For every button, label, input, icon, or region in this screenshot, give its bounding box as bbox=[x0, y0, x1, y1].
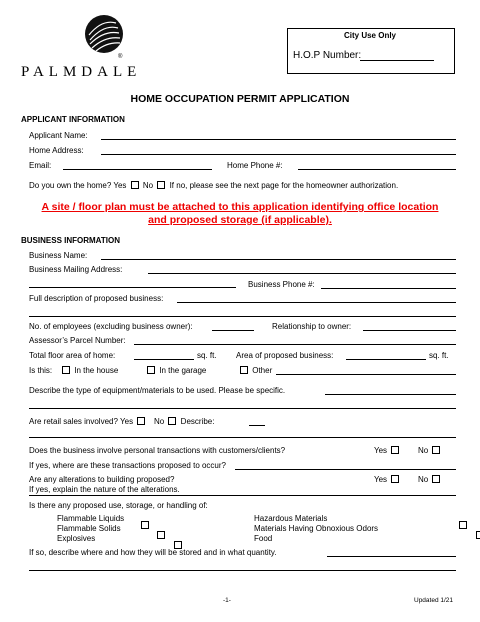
page-title: HOME OCCUPATION PERMIT APPLICATION bbox=[130, 93, 350, 105]
parcel-label: Assessor’s Parcel Number: bbox=[29, 336, 126, 345]
description-field-2[interactable] bbox=[29, 316, 456, 317]
home-phone-label: Home Phone #: bbox=[227, 161, 283, 170]
personal-no-option bbox=[418, 446, 442, 456]
retail-no-label: No bbox=[153, 417, 165, 426]
email-label: Email: bbox=[29, 161, 52, 170]
own-home-label: Do you own the home? Yes bbox=[29, 181, 127, 190]
if-so-label: If so, describe where and how they will be stored and in what quantity. bbox=[29, 548, 277, 557]
floor-area-field[interactable] bbox=[134, 359, 194, 360]
material-hazardous: Hazardous Materials bbox=[254, 514, 328, 523]
storage-label: Is there any proposed use, storage, or handling of: bbox=[29, 501, 208, 510]
retail-yes-checkbox[interactable] bbox=[137, 417, 145, 425]
business-name-label: Business Name: bbox=[29, 251, 88, 260]
alterations-label: Are any alterations to building proposed? bbox=[29, 475, 175, 484]
personal-yes-label: Yes bbox=[374, 446, 388, 455]
retail-describe-label: Describe: bbox=[180, 417, 215, 426]
floor-area-label: Total floor area of home: bbox=[29, 351, 116, 360]
description-label: Full description of proposed business: bbox=[29, 294, 164, 303]
personal-transactions-label: Does the business involve personal transactions with customers/clients? bbox=[29, 446, 286, 455]
applicant-heading: APPLICANT INFORMATION bbox=[21, 115, 125, 124]
other-option bbox=[238, 366, 272, 376]
in-garage-option bbox=[145, 366, 206, 376]
alter-no-label: No bbox=[418, 475, 429, 484]
equipment-label: Describe the type of equipment/materials to be used. Please be specific. bbox=[29, 386, 286, 395]
alter-no-option bbox=[418, 475, 442, 485]
home-address-label: Home Address: bbox=[29, 146, 84, 155]
if-so-field-2[interactable] bbox=[29, 570, 456, 571]
personal-no-label: No bbox=[418, 446, 429, 455]
retail-describe-field-2[interactable] bbox=[29, 437, 456, 438]
material-flammable-solids: Flammable Solids bbox=[57, 524, 121, 533]
own-yes-checkbox[interactable] bbox=[131, 181, 139, 189]
own-home-row bbox=[29, 181, 398, 191]
alter-no-checkbox[interactable] bbox=[432, 475, 440, 483]
email-field[interactable] bbox=[63, 169, 212, 170]
is-this-label: Is this: bbox=[29, 366, 53, 375]
alter-yes-option bbox=[374, 475, 401, 485]
in-house-checkbox[interactable] bbox=[62, 366, 70, 374]
material-flammable-liquids: Flammable Liquids bbox=[57, 514, 125, 523]
mailing-address-field[interactable] bbox=[148, 273, 456, 274]
personal-yes-option bbox=[374, 446, 401, 456]
business-phone-field[interactable] bbox=[321, 288, 456, 289]
floor-area-unit: sq. ft. bbox=[197, 351, 217, 360]
logo-emblem-icon bbox=[84, 14, 124, 54]
site-plan-notice-line2: and proposed storage (if applicable). bbox=[148, 214, 332, 226]
relationship-field[interactable] bbox=[363, 330, 456, 331]
alter-yes-checkbox[interactable] bbox=[391, 475, 399, 483]
applicant-name-label: Applicant Name: bbox=[29, 131, 88, 140]
if-so-field[interactable] bbox=[327, 556, 456, 557]
applicant-name-field[interactable] bbox=[101, 139, 456, 140]
description-field[interactable] bbox=[177, 302, 456, 303]
logo-text: PALMDALE bbox=[21, 64, 142, 80]
in-garage-checkbox[interactable] bbox=[147, 366, 155, 374]
retail-describe-field[interactable] bbox=[249, 425, 265, 426]
equipment-field-2[interactable] bbox=[29, 408, 456, 409]
home-phone-field[interactable] bbox=[298, 169, 456, 170]
home-address-field[interactable] bbox=[101, 154, 456, 155]
personal-yes-checkbox[interactable] bbox=[391, 446, 399, 454]
updated-date: Updated 1/21 bbox=[414, 597, 454, 604]
other-checkbox[interactable] bbox=[240, 366, 248, 374]
flammable-liquids-checkbox[interactable] bbox=[141, 521, 149, 529]
site-plan-notice-line1: A site / floor plan must be attached to this application identifying office location bbox=[41, 201, 439, 213]
business-area-unit: sq. ft. bbox=[429, 351, 449, 360]
retail-no-checkbox[interactable] bbox=[168, 417, 176, 425]
in-house-option bbox=[60, 366, 118, 376]
logo-registered-mark: ® bbox=[118, 54, 123, 60]
business-name-field[interactable] bbox=[101, 259, 456, 260]
own-no-checkbox[interactable] bbox=[157, 181, 165, 189]
employees-label: No. of employees (excluding business owner): bbox=[29, 322, 193, 331]
equipment-field[interactable] bbox=[325, 394, 456, 395]
business-area-field[interactable] bbox=[346, 359, 426, 360]
hop-label: H.O.P Number: bbox=[293, 50, 362, 61]
alterations-explain-label: If yes, explain the nature of the alterations. bbox=[29, 485, 180, 494]
in-house-label: In the house bbox=[74, 366, 119, 375]
parcel-field[interactable] bbox=[134, 344, 456, 345]
other-label: Other bbox=[252, 366, 273, 375]
where-label: If yes, where are these transactions proposed to occur? bbox=[29, 461, 226, 470]
personal-no-checkbox[interactable] bbox=[432, 446, 440, 454]
own-note: If no, please see the next page for the homeowner authorization. bbox=[169, 181, 399, 190]
retail-label: Are retail sales involved? Yes bbox=[29, 417, 134, 426]
where-field[interactable] bbox=[235, 469, 456, 470]
page-number: -1- bbox=[223, 597, 231, 604]
obnoxious-odors-checkbox[interactable] bbox=[476, 531, 480, 539]
relationship-label: Relationship to owner: bbox=[272, 322, 352, 331]
business-phone-label: Business Phone #: bbox=[248, 280, 315, 289]
mailing-address-label: Business Mailing Address: bbox=[29, 265, 123, 274]
material-food: Food bbox=[254, 534, 273, 543]
hazardous-checkbox[interactable] bbox=[459, 521, 467, 529]
alterations-explain-field[interactable] bbox=[29, 495, 456, 496]
employees-field[interactable] bbox=[212, 330, 254, 331]
retail-row bbox=[29, 417, 214, 427]
business-area-label: Area of proposed business: bbox=[236, 351, 334, 360]
alter-yes-label: Yes bbox=[374, 475, 388, 484]
in-garage-label: In the garage bbox=[159, 366, 207, 375]
mailing-address-field-2[interactable] bbox=[29, 287, 236, 288]
hop-number-field[interactable] bbox=[360, 60, 434, 61]
material-explosives: Explosives bbox=[57, 534, 96, 543]
city-use-title: City Use Only bbox=[343, 31, 396, 40]
material-obnoxious-odors: Materials Having Obnoxious Odors bbox=[254, 524, 379, 533]
other-field[interactable] bbox=[276, 374, 456, 375]
business-heading: BUSINESS INFORMATION bbox=[21, 236, 120, 245]
own-no-label: No bbox=[142, 181, 154, 190]
flammable-solids-checkbox[interactable] bbox=[157, 531, 165, 539]
